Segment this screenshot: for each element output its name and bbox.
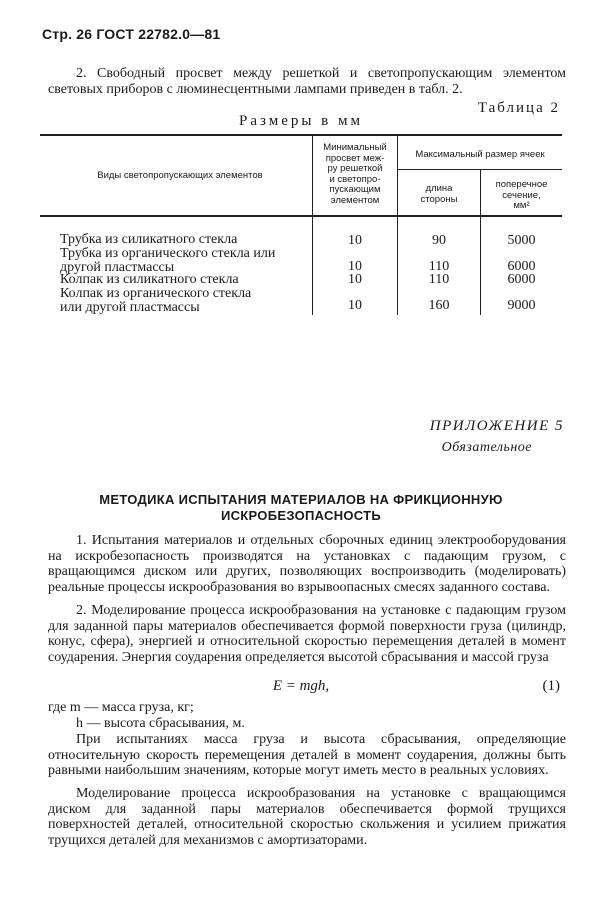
section-title: МЕТОДИКА ИСПЫТАНИЯ МАТЕРИАЛОВ НА ФРИКЦИОННУЮ ИСКРОБЕЗОПАСНОСТЬ <box>99 492 503 523</box>
intro-paragraph: 2. Свободный просвет между решеткой и светопропускающим элементом световых приборов с люминесцентными лампами приведен в табл. 2. <box>48 66 566 97</box>
table-row-4-kind: Колпак из органического стекла или другой пластмассы <box>60 286 252 315</box>
table-row-3-min: 10 <box>348 272 362 287</box>
appendix-status: Обязательное <box>441 440 532 455</box>
where-mass: где m — масса груза, кг; <box>48 700 194 715</box>
table-row-2-cross: 6000 <box>507 259 536 274</box>
table-vline-2 <box>397 135 398 315</box>
table-row-3-side: 110 <box>428 272 450 287</box>
col-header-max-group: Максимальный размер ячеек <box>415 149 545 160</box>
table-row-2-min: 10 <box>348 259 362 274</box>
table-units: Размеры в мм <box>238 113 363 129</box>
col-header-cross: поперечное сечение, мм² <box>495 179 548 211</box>
paragraph-1: 1. Испытания материалов и отдельных сборочных единиц электрооборудования на искробезопасность производятся на установках с падающим грузом, с вращающимся диском или других, позволяющих воспроизводить (моделировать) реальные процессы искрообразования во взрывоопасных смесях заданного состава. <box>48 533 566 595</box>
table-row-1-min: 10 <box>348 233 362 248</box>
paragraph-2: 2. Моделирование процесса искрообразования на установке с падающим грузом для заданной пары материалов обеспечивается формой поверхности груза (цилиндр, конус, сфера), энергией и относительной скоростью перемещения деталей в момент соударения. Энергия соударения определяется высотой сбрасывания и массой груза <box>48 603 566 665</box>
col-header-kind: Виды светопропускающих элементов <box>97 170 263 181</box>
table-header-rule <box>40 215 562 217</box>
table-row-1-cross: 5000 <box>507 233 536 248</box>
table-row-1-kind: Трубка из силикатного стекла <box>60 232 238 247</box>
table-row-4-side: 160 <box>428 298 450 313</box>
appendix-label: ПРИЛОЖЕНИЕ 5 <box>429 418 564 434</box>
paragraph-3: При испытаниях масса груза и высота сбрасывания, определяющие относительную скорость перемещения деталей в момент соударения, должны быть равными наибольшим значениям, которые могут иметь место в реальных условиях. <box>48 732 566 778</box>
paragraph-4: Моделирование процесса искрообразования на установке с вращающимся диском для заданной пары материалов обеспечивается формой трущихся поверхностей деталей, относительной скоростью скольжения и усилием прижатия трущихся деталей для механизмов с амортизаторами. <box>48 786 566 848</box>
formula-number: (1) <box>542 678 560 694</box>
table-row-3-kind: Колпак из силикатного стекла <box>60 272 239 287</box>
table-row-4-cross: 9000 <box>507 298 536 313</box>
table-caption: Таблица 2 <box>477 100 560 116</box>
table-row-3-cross: 6000 <box>507 272 536 287</box>
table-top-rule <box>40 134 562 136</box>
where-height: h — высота сбрасывания, м. <box>76 716 245 731</box>
table-row-4-min: 10 <box>348 298 362 313</box>
col-header-min: Минимальный просвет меж- ру решеткой и светопро- пускающим элементом <box>323 142 387 206</box>
table-row-1-side: 90 <box>432 233 446 248</box>
table-row-2-side: 110 <box>428 259 450 274</box>
page-header: Стр. 26 ГОСТ 22782.0—81 <box>42 26 221 42</box>
formula: E = mgh, <box>272 678 330 694</box>
table-row-2-kind: Трубка из органического стекла или другой пластмассы <box>60 246 276 275</box>
col-header-side: длина стороны <box>420 183 458 205</box>
